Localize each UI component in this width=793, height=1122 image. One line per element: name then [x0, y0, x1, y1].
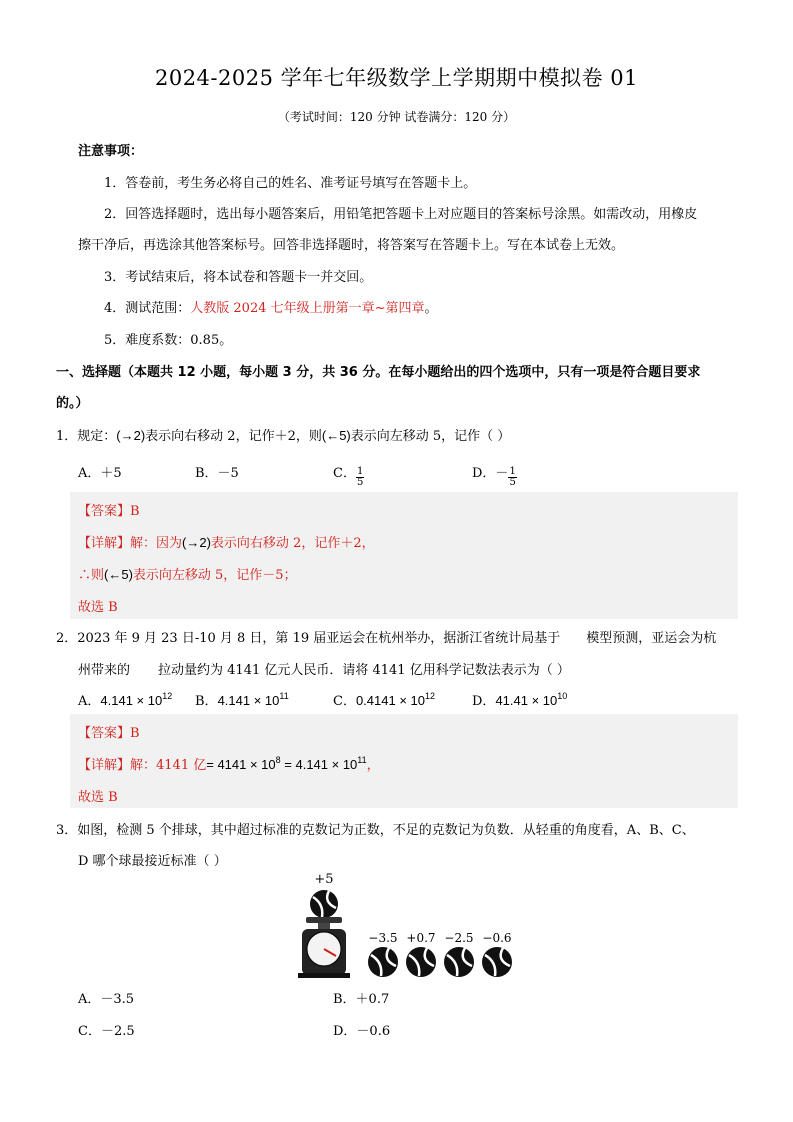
- q1-option-d-label: D．－: [472, 466, 509, 481]
- q1-detail-line-2-part-b: 表示向左移动 5，记作－5；: [132, 568, 297, 583]
- q2-stem-line-2: [78, 659, 570, 678]
- q2-stem-line-1: [56, 627, 716, 646]
- q1-option-b: B．－5: [195, 466, 239, 481]
- ball-label-c: −2.5: [444, 931, 474, 945]
- q1-answer: 【答案】B: [78, 504, 140, 519]
- q2-stem-line-2-part-b: 拉动量约为 4141 亿元人民币．请将 4141 亿用科学记数法表示为（ ）: [158, 663, 570, 678]
- q1-detail-line-2: [78, 564, 297, 583]
- q3-option-b: B．＋0.7: [333, 992, 390, 1007]
- scale-neck: [318, 923, 330, 929]
- q1-detail-line-2-part-a: ∴则: [78, 568, 105, 583]
- fraction-numerator: 1: [356, 466, 364, 477]
- q3-scale-figure: [296, 870, 520, 982]
- q2-option-b-exponent: 11: [279, 691, 289, 701]
- q3-option-a: A．－3.5: [78, 992, 135, 1007]
- scale-plate: [306, 917, 342, 923]
- q1-detail-expr: (→2): [182, 535, 211, 550]
- q1-option-c: [333, 462, 364, 488]
- notice-item-5: 5．难度系数：0.85。: [104, 333, 233, 348]
- notice-item-3: 3．考试结束后，将本试卷和答题卡一并交回。: [104, 270, 373, 285]
- q2-option-b: [195, 690, 289, 709]
- q2-detail-part-a: 解：4141 亿: [130, 758, 207, 773]
- exam-info: （考试时间：120 分钟 试卷满分：120 分）: [277, 110, 516, 124]
- q1-stem-part-b: 表示向右移动 2，记作＋2，则: [145, 429, 322, 444]
- fraction-numerator: 1: [509, 466, 516, 477]
- scale-base: [298, 973, 350, 978]
- q2-stem-line-2-part-a: 州带来的: [78, 663, 131, 678]
- ball-label-d: −0.6: [482, 931, 512, 945]
- q1-option-c-label: C．: [333, 466, 356, 481]
- q1-option-d-fraction: [508, 467, 516, 488]
- page-title: 2024-2025 学年七年级数学上学期期中模拟卷 01: [154, 66, 639, 90]
- q2-answer: 【答案】B: [78, 726, 140, 741]
- q2-choose: 故选 B: [78, 790, 118, 805]
- notice-item-4: [104, 297, 438, 316]
- q2-option-a: [78, 690, 172, 709]
- q1-choose: 故选 B: [78, 600, 118, 615]
- q2-option-d-label: D．: [472, 694, 496, 709]
- q1-answer-box: [70, 492, 738, 619]
- notice-item-4-suffix: 。: [424, 301, 438, 316]
- volleyball-d: [482, 947, 512, 977]
- q1-stem-part-a: 1．规定：: [56, 429, 117, 444]
- q1-option-c-fraction: [356, 467, 364, 488]
- q2-option-a-base: 4.141 × 10: [100, 693, 163, 708]
- q2-detail-exponent-2: 11: [357, 755, 367, 765]
- q2-option-d-exponent: 10: [557, 691, 568, 701]
- q2-detail-tag: 【详解】: [78, 758, 131, 773]
- notice-heading: 注意事项：: [78, 144, 144, 159]
- q1-stem-part-c: 表示向左移动 5，记作（ ）: [350, 429, 511, 444]
- volleyball-a: [368, 947, 398, 977]
- q2-option-d-base: 41.41 × 10: [495, 693, 558, 708]
- notice-item-2-line-2: 擦干净后，再选涂其他答案标号。回答非选择题时，将答案写在答题卡上。写在本试卷上无效。: [78, 238, 625, 253]
- fraction-denominator: 5: [509, 477, 516, 488]
- notice-item-1: 1．答卷前，考生务必将自己的姓名、准考证号填写在答题卡上。: [104, 176, 477, 191]
- q2-detail-exponent-1: 8: [275, 755, 281, 765]
- q1-expr-left: (←5): [321, 428, 351, 443]
- q1-option-d: [472, 462, 517, 488]
- q1-stem: [56, 425, 510, 444]
- q1-detail-part-a: 解：因为: [130, 536, 183, 551]
- notice-item-2-line-1: 2．回答选择题时，选出每小题答案后，用铅笔把答题卡上对应题目的答案标号涂黑。如需改动，用橡皮: [104, 207, 698, 222]
- q1-option-a: A．＋5: [78, 466, 122, 481]
- ball-label-b: +0.7: [406, 931, 436, 945]
- notice-item-4-prefix: 4．测试范围：: [104, 301, 191, 316]
- q2-stem-line-1-part-a: 2．2023 年 9 月 23 日-10 月 8 日，第 19 届亚运会在杭州举办，据浙江省统计局基于: [56, 631, 561, 646]
- q2-option-c: [333, 690, 435, 709]
- q2-stem-line-1-part-b: 模型预测，亚运会为杭: [586, 631, 717, 646]
- q1-detail-tag: 【详解】: [78, 536, 131, 551]
- section-heading-line-2: 的。）: [56, 396, 89, 411]
- q2-option-a-exponent: 12: [162, 691, 173, 701]
- section-heading-line-1: 一、选择题（本题共 12 小题，每小题 3 分，共 36 分。在每小题给出的四个选项中，只有一项是符合题目要求: [56, 365, 701, 380]
- q2-detail-part-c: = 4.141 × 10: [280, 757, 358, 772]
- volleyball-on-scale: [310, 890, 338, 918]
- q1-detail-line-2-expr: (←5): [104, 567, 133, 582]
- q2-detail-part-b: = 4141 × 10: [206, 757, 276, 772]
- q2-detail-part-d: ，: [366, 758, 380, 773]
- q3-stem-line-1: 3．如图，检测 5 个排球，其中超过标准的克数记为正数，不足的克数记为负数．从轻重的角度看，A、B、C、: [56, 823, 695, 838]
- q3-option-d: D．－0.6: [333, 1024, 391, 1039]
- volleyball-c: [444, 947, 474, 977]
- q2-option-d: [472, 690, 567, 709]
- scale-weight-label: +5: [314, 872, 334, 887]
- q1-detail-line-1: [78, 532, 375, 551]
- fraction-denominator: 5: [356, 477, 364, 488]
- q2-detail: [78, 754, 380, 773]
- q2-option-c-label: C．: [333, 694, 356, 709]
- q2-option-c-exponent: 12: [425, 691, 436, 701]
- q2-option-b-label: B．: [195, 694, 218, 709]
- q2-option-c-base: 0.4141 × 10: [355, 693, 425, 708]
- q1-detail-part-b: 表示向右移动 2，记作＋2，: [210, 536, 375, 551]
- q3-option-c: C．－2.5: [78, 1024, 135, 1039]
- q2-option-a-label: A．: [78, 694, 101, 709]
- q1-expr-right: (→2): [116, 428, 146, 443]
- test-range: 人教版 2024 七年级上册第一章~第四章: [190, 301, 425, 316]
- volleyball-b: [406, 947, 436, 977]
- ball-label-a: −3.5: [368, 931, 398, 945]
- q3-stem-line-2: D 哪个球最接近标准（ ）: [78, 854, 227, 869]
- q2-option-b-base: 4.141 × 10: [217, 693, 280, 708]
